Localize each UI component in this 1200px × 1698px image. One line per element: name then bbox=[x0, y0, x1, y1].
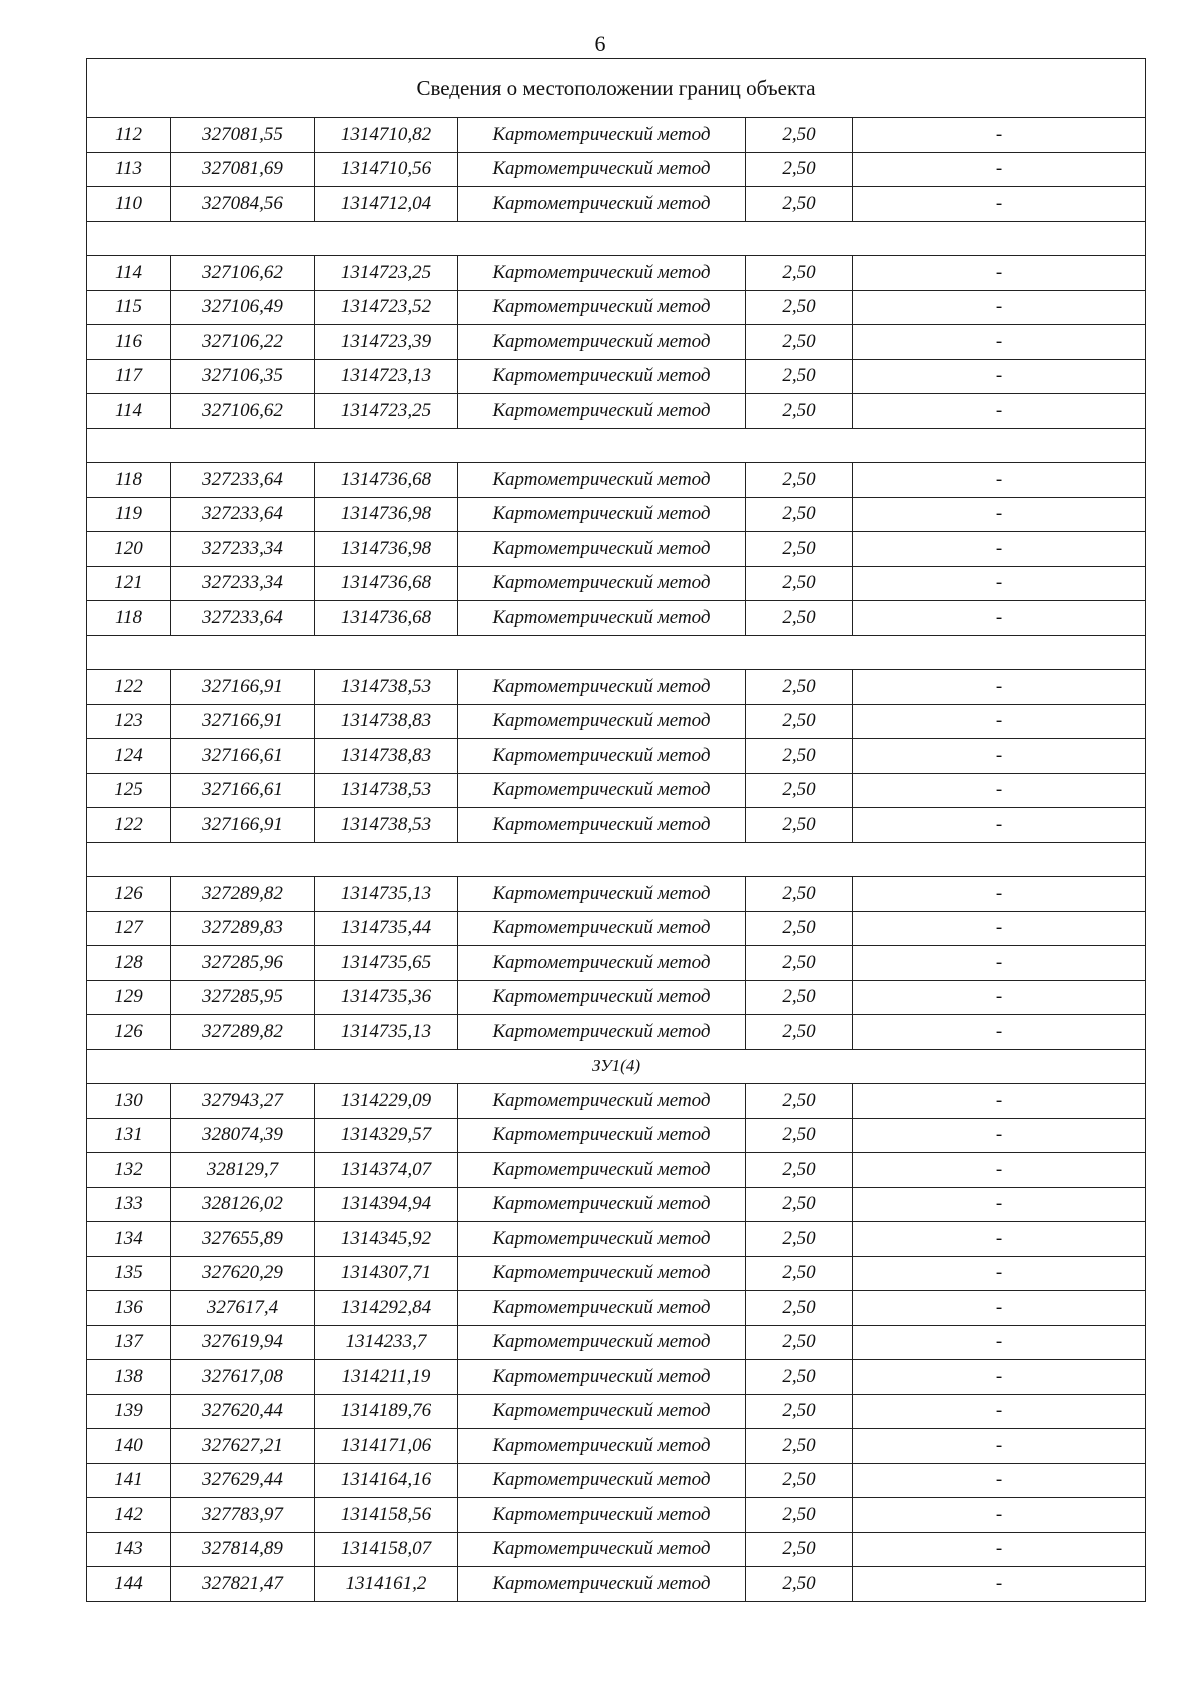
table-row bbox=[87, 359, 1146, 394]
cell-description: - bbox=[853, 325, 1146, 360]
group-label bbox=[87, 842, 1146, 877]
cell-description: - bbox=[853, 704, 1146, 739]
cell-coord-y: 1314710,82 bbox=[315, 118, 458, 153]
table-title-row bbox=[87, 59, 1146, 118]
cell-point-number: 128 bbox=[87, 946, 171, 981]
cell-coord-y: 1314710,56 bbox=[315, 152, 458, 187]
cell-method: Картометрический метод bbox=[458, 773, 746, 808]
cell-description: - bbox=[853, 1463, 1146, 1498]
cell-method: Картометрический метод bbox=[458, 1187, 746, 1222]
cell-method: Картометрический метод bbox=[458, 152, 746, 187]
table-row bbox=[87, 532, 1146, 567]
cell-coord-y: 1314736,68 bbox=[315, 566, 458, 601]
cell-description: - bbox=[853, 1429, 1146, 1464]
cell-accuracy: 2,50 bbox=[746, 911, 853, 946]
cell-point-number: 112 bbox=[87, 118, 171, 153]
table-row bbox=[87, 877, 1146, 912]
table-row bbox=[87, 1187, 1146, 1222]
cell-method: Картометрический метод bbox=[458, 566, 746, 601]
cell-coord-y: 1314735,13 bbox=[315, 877, 458, 912]
cell-description: - bbox=[853, 1567, 1146, 1602]
table-row bbox=[87, 497, 1146, 532]
cell-accuracy: 2,50 bbox=[746, 118, 853, 153]
cell-coord-x: 327084,56 bbox=[171, 187, 315, 222]
table-row bbox=[87, 773, 1146, 808]
cell-description: - bbox=[853, 739, 1146, 774]
cell-description: - bbox=[853, 1187, 1146, 1222]
cell-coord-y: 1314735,65 bbox=[315, 946, 458, 981]
cell-coord-x: 327620,44 bbox=[171, 1394, 315, 1429]
group-label bbox=[87, 635, 1146, 670]
cell-coord-x: 327821,47 bbox=[171, 1567, 315, 1602]
cell-coord-x: 327166,61 bbox=[171, 739, 315, 774]
cell-coord-x: 327655,89 bbox=[171, 1222, 315, 1257]
cell-point-number: 116 bbox=[87, 325, 171, 360]
cell-coord-x: 327233,34 bbox=[171, 532, 315, 567]
group-separator-row bbox=[87, 1049, 1146, 1084]
cell-description: - bbox=[853, 980, 1146, 1015]
cell-coord-x: 327081,55 bbox=[171, 118, 315, 153]
cell-method: Картометрический метод bbox=[458, 601, 746, 636]
cell-point-number: 114 bbox=[87, 394, 171, 429]
cell-point-number: 117 bbox=[87, 359, 171, 394]
cell-description: - bbox=[853, 877, 1146, 912]
cell-description: - bbox=[853, 1256, 1146, 1291]
cell-coord-y: 1314712,04 bbox=[315, 187, 458, 222]
cell-description: - bbox=[853, 1394, 1146, 1429]
cell-method: Картометрический метод bbox=[458, 463, 746, 498]
cell-point-number: 114 bbox=[87, 256, 171, 291]
cell-point-number: 130 bbox=[87, 1084, 171, 1119]
cell-description: - bbox=[853, 1222, 1146, 1257]
cell-coord-x: 328129,7 bbox=[171, 1153, 315, 1188]
cell-method: Картометрический метод bbox=[458, 118, 746, 153]
table-row bbox=[87, 187, 1146, 222]
cell-coord-y: 1314738,83 bbox=[315, 739, 458, 774]
cell-coord-x: 327233,34 bbox=[171, 566, 315, 601]
cell-point-number: 123 bbox=[87, 704, 171, 739]
cell-accuracy: 2,50 bbox=[746, 1394, 853, 1429]
cell-accuracy: 2,50 bbox=[746, 1532, 853, 1567]
cell-coord-x: 328126,02 bbox=[171, 1187, 315, 1222]
cell-description: - bbox=[853, 187, 1146, 222]
cell-method: Картометрический метод bbox=[458, 1429, 746, 1464]
table-row bbox=[87, 1084, 1146, 1119]
cell-coord-x: 327629,44 bbox=[171, 1463, 315, 1498]
cell-method: Картометрический метод bbox=[458, 808, 746, 843]
table-row bbox=[87, 1532, 1146, 1567]
cell-method: Картометрический метод bbox=[458, 1394, 746, 1429]
cell-coord-y: 1314736,68 bbox=[315, 463, 458, 498]
table-row bbox=[87, 1463, 1146, 1498]
cell-coord-y: 1314723,13 bbox=[315, 359, 458, 394]
cell-accuracy: 2,50 bbox=[746, 290, 853, 325]
cell-accuracy: 2,50 bbox=[746, 1222, 853, 1257]
cell-coord-y: 1314735,36 bbox=[315, 980, 458, 1015]
cell-coord-x: 327289,83 bbox=[171, 911, 315, 946]
cell-method: Картометрический метод bbox=[458, 187, 746, 222]
cell-coord-y: 1314161,2 bbox=[315, 1567, 458, 1602]
cell-accuracy: 2,50 bbox=[746, 152, 853, 187]
table-row bbox=[87, 1153, 1146, 1188]
cell-coord-x: 327619,94 bbox=[171, 1325, 315, 1360]
cell-accuracy: 2,50 bbox=[746, 946, 853, 981]
cell-description: - bbox=[853, 808, 1146, 843]
cell-description: - bbox=[853, 394, 1146, 429]
cell-accuracy: 2,50 bbox=[746, 463, 853, 498]
boundary-coordinates-table bbox=[86, 58, 1146, 1602]
cell-point-number: 144 bbox=[87, 1567, 171, 1602]
cell-coord-x: 327943,27 bbox=[171, 1084, 315, 1119]
group-label bbox=[87, 428, 1146, 463]
table-row bbox=[87, 394, 1146, 429]
table-body bbox=[87, 59, 1146, 1602]
table-row bbox=[87, 1567, 1146, 1602]
cell-coord-x: 327783,97 bbox=[171, 1498, 315, 1533]
cell-accuracy: 2,50 bbox=[746, 704, 853, 739]
cell-coord-y: 1314292,84 bbox=[315, 1291, 458, 1326]
cell-accuracy: 2,50 bbox=[746, 808, 853, 843]
cell-description: - bbox=[853, 670, 1146, 705]
cell-method: Картометрический метод bbox=[458, 1153, 746, 1188]
cell-coord-y: 1314394,94 bbox=[315, 1187, 458, 1222]
cell-coord-x: 327233,64 bbox=[171, 601, 315, 636]
cell-point-number: 139 bbox=[87, 1394, 171, 1429]
cell-method: Картометрический метод bbox=[458, 704, 746, 739]
cell-method: Картометрический метод bbox=[458, 1498, 746, 1533]
cell-coord-y: 1314158,07 bbox=[315, 1532, 458, 1567]
cell-coord-x: 327620,29 bbox=[171, 1256, 315, 1291]
cell-accuracy: 2,50 bbox=[746, 325, 853, 360]
cell-coord-y: 1314233,7 bbox=[315, 1325, 458, 1360]
cell-coord-x: 327166,91 bbox=[171, 808, 315, 843]
cell-method: Картометрический метод bbox=[458, 359, 746, 394]
table-row bbox=[87, 325, 1146, 360]
cell-method: Картометрический метод bbox=[458, 670, 746, 705]
cell-accuracy: 2,50 bbox=[746, 359, 853, 394]
cell-accuracy: 2,50 bbox=[746, 1084, 853, 1119]
cell-coord-y: 1314189,76 bbox=[315, 1394, 458, 1429]
cell-accuracy: 2,50 bbox=[746, 1463, 853, 1498]
cell-accuracy: 2,50 bbox=[746, 877, 853, 912]
cell-description: - bbox=[853, 946, 1146, 981]
group-label: ЗУ1(4) bbox=[87, 1049, 1146, 1084]
cell-method: Картометрический метод bbox=[458, 290, 746, 325]
cell-coord-y: 1314736,68 bbox=[315, 601, 458, 636]
cell-point-number: 118 bbox=[87, 601, 171, 636]
cell-coord-y: 1314329,57 bbox=[315, 1118, 458, 1153]
cell-point-number: 120 bbox=[87, 532, 171, 567]
cell-description: - bbox=[853, 497, 1146, 532]
table-row bbox=[87, 1291, 1146, 1326]
cell-description: - bbox=[853, 1325, 1146, 1360]
cell-accuracy: 2,50 bbox=[746, 773, 853, 808]
table-row bbox=[87, 1015, 1146, 1050]
cell-description: - bbox=[853, 532, 1146, 567]
cell-coord-y: 1314229,09 bbox=[315, 1084, 458, 1119]
cell-point-number: 136 bbox=[87, 1291, 171, 1326]
cell-accuracy: 2,50 bbox=[746, 497, 853, 532]
cell-coord-x: 327106,62 bbox=[171, 256, 315, 291]
cell-point-number: 118 bbox=[87, 463, 171, 498]
cell-description: - bbox=[853, 118, 1146, 153]
cell-accuracy: 2,50 bbox=[746, 1360, 853, 1395]
table-row bbox=[87, 1498, 1146, 1533]
cell-accuracy: 2,50 bbox=[746, 1256, 853, 1291]
cell-point-number: 127 bbox=[87, 911, 171, 946]
cell-description: - bbox=[853, 1153, 1146, 1188]
table-row bbox=[87, 1222, 1146, 1257]
cell-description: - bbox=[853, 1498, 1146, 1533]
cell-accuracy: 2,50 bbox=[746, 670, 853, 705]
page-number: 6 bbox=[594, 31, 606, 56]
table-row bbox=[87, 911, 1146, 946]
cell-coord-x: 327166,91 bbox=[171, 704, 315, 739]
cell-method: Картометрический метод bbox=[458, 1360, 746, 1395]
cell-point-number: 141 bbox=[87, 1463, 171, 1498]
table-row bbox=[87, 118, 1146, 153]
cell-method: Картометрический метод bbox=[458, 1291, 746, 1326]
cell-accuracy: 2,50 bbox=[746, 566, 853, 601]
cell-description: - bbox=[853, 566, 1146, 601]
cell-coord-x: 327106,49 bbox=[171, 290, 315, 325]
cell-point-number: 121 bbox=[87, 566, 171, 601]
cell-method: Картометрический метод bbox=[458, 946, 746, 981]
cell-description: - bbox=[853, 256, 1146, 291]
cell-method: Картометрический метод bbox=[458, 532, 746, 567]
cell-accuracy: 2,50 bbox=[746, 739, 853, 774]
table-row bbox=[87, 566, 1146, 601]
cell-method: Картометрический метод bbox=[458, 1463, 746, 1498]
cell-point-number: 113 bbox=[87, 152, 171, 187]
cell-point-number: 110 bbox=[87, 187, 171, 222]
cell-coord-y: 1314738,83 bbox=[315, 704, 458, 739]
cell-method: Картометрический метод bbox=[458, 1256, 746, 1291]
cell-method: Картометрический метод bbox=[458, 1118, 746, 1153]
cell-point-number: 125 bbox=[87, 773, 171, 808]
cell-coord-y: 1314738,53 bbox=[315, 773, 458, 808]
cell-description: - bbox=[853, 152, 1146, 187]
cell-coord-y: 1314735,13 bbox=[315, 1015, 458, 1050]
cell-method: Картометрический метод bbox=[458, 1325, 746, 1360]
cell-description: - bbox=[853, 1084, 1146, 1119]
cell-coord-y: 1314723,52 bbox=[315, 290, 458, 325]
cell-coord-x: 327166,61 bbox=[171, 773, 315, 808]
cell-accuracy: 2,50 bbox=[746, 187, 853, 222]
table-row bbox=[87, 1360, 1146, 1395]
cell-coord-x: 328074,39 bbox=[171, 1118, 315, 1153]
cell-description: - bbox=[853, 359, 1146, 394]
cell-coord-y: 1314736,98 bbox=[315, 497, 458, 532]
table-row bbox=[87, 601, 1146, 636]
cell-method: Картометрический метод bbox=[458, 256, 746, 291]
cell-coord-x: 327233,64 bbox=[171, 497, 315, 532]
cell-coord-y: 1314211,19 bbox=[315, 1360, 458, 1395]
cell-method: Картометрический метод bbox=[458, 1084, 746, 1119]
cell-coord-y: 1314735,44 bbox=[315, 911, 458, 946]
table-row bbox=[87, 739, 1146, 774]
cell-accuracy: 2,50 bbox=[746, 1118, 853, 1153]
table-row bbox=[87, 1394, 1146, 1429]
group-separator-row bbox=[87, 428, 1146, 463]
cell-method: Картометрический метод bbox=[458, 980, 746, 1015]
cell-coord-x: 327106,35 bbox=[171, 359, 315, 394]
cell-accuracy: 2,50 bbox=[746, 394, 853, 429]
cell-coord-x: 327617,4 bbox=[171, 1291, 315, 1326]
cell-point-number: 137 bbox=[87, 1325, 171, 1360]
cell-coord-x: 327233,64 bbox=[171, 463, 315, 498]
cell-point-number: 126 bbox=[87, 877, 171, 912]
cell-coord-y: 1314723,25 bbox=[315, 256, 458, 291]
cell-coord-y: 1314307,71 bbox=[315, 1256, 458, 1291]
cell-point-number: 122 bbox=[87, 808, 171, 843]
cell-accuracy: 2,50 bbox=[746, 1325, 853, 1360]
group-separator-row bbox=[87, 842, 1146, 877]
cell-description: - bbox=[853, 1360, 1146, 1395]
cell-accuracy: 2,50 bbox=[746, 601, 853, 636]
cell-point-number: 124 bbox=[87, 739, 171, 774]
cell-accuracy: 2,50 bbox=[746, 532, 853, 567]
cell-method: Картометрический метод bbox=[458, 1222, 746, 1257]
cell-accuracy: 2,50 bbox=[746, 1153, 853, 1188]
cell-coord-y: 1314374,07 bbox=[315, 1153, 458, 1188]
cell-coord-x: 327106,22 bbox=[171, 325, 315, 360]
cell-coord-x: 327814,89 bbox=[171, 1532, 315, 1567]
cell-description: - bbox=[853, 1015, 1146, 1050]
cell-accuracy: 2,50 bbox=[746, 256, 853, 291]
cell-coord-y: 1314723,25 bbox=[315, 394, 458, 429]
group-label bbox=[87, 221, 1146, 256]
cell-point-number: 142 bbox=[87, 1498, 171, 1533]
cell-point-number: 143 bbox=[87, 1532, 171, 1567]
cell-description: - bbox=[853, 911, 1146, 946]
cell-coord-y: 1314171,06 bbox=[315, 1429, 458, 1464]
table-row bbox=[87, 1325, 1146, 1360]
cell-coord-x: 327289,82 bbox=[171, 1015, 315, 1050]
cell-coord-y: 1314723,39 bbox=[315, 325, 458, 360]
cell-accuracy: 2,50 bbox=[746, 1015, 853, 1050]
cell-point-number: 138 bbox=[87, 1360, 171, 1395]
cell-method: Картометрический метод bbox=[458, 1015, 746, 1050]
group-separator-row bbox=[87, 221, 1146, 256]
table-row bbox=[87, 463, 1146, 498]
cell-coord-x: 327627,21 bbox=[171, 1429, 315, 1464]
cell-point-number: 129 bbox=[87, 980, 171, 1015]
cell-coord-y: 1314158,56 bbox=[315, 1498, 458, 1533]
table-row bbox=[87, 1429, 1146, 1464]
cell-point-number: 131 bbox=[87, 1118, 171, 1153]
cell-accuracy: 2,50 bbox=[746, 1567, 853, 1602]
cell-coord-x: 327617,08 bbox=[171, 1360, 315, 1395]
cell-coord-x: 327166,91 bbox=[171, 670, 315, 705]
table-row bbox=[87, 946, 1146, 981]
table-row bbox=[87, 704, 1146, 739]
cell-accuracy: 2,50 bbox=[746, 980, 853, 1015]
cell-point-number: 133 bbox=[87, 1187, 171, 1222]
cell-point-number: 122 bbox=[87, 670, 171, 705]
group-separator-row bbox=[87, 635, 1146, 670]
cell-description: - bbox=[853, 290, 1146, 325]
cell-coord-y: 1314345,92 bbox=[315, 1222, 458, 1257]
cell-description: - bbox=[853, 773, 1146, 808]
cell-description: - bbox=[853, 463, 1146, 498]
cell-accuracy: 2,50 bbox=[746, 1498, 853, 1533]
table-row bbox=[87, 256, 1146, 291]
cell-coord-y: 1314738,53 bbox=[315, 808, 458, 843]
cell-coord-y: 1314738,53 bbox=[315, 670, 458, 705]
table-row bbox=[87, 670, 1146, 705]
cell-point-number: 134 bbox=[87, 1222, 171, 1257]
cell-coord-y: 1314736,98 bbox=[315, 532, 458, 567]
cell-coord-x: 327285,96 bbox=[171, 946, 315, 981]
cell-point-number: 126 bbox=[87, 1015, 171, 1050]
cell-point-number: 115 bbox=[87, 290, 171, 325]
cell-description: - bbox=[853, 1291, 1146, 1326]
table-row bbox=[87, 152, 1146, 187]
cell-method: Картометрический метод bbox=[458, 911, 746, 946]
cell-description: - bbox=[853, 601, 1146, 636]
cell-coord-x: 327285,95 bbox=[171, 980, 315, 1015]
cell-method: Картометрический метод bbox=[458, 394, 746, 429]
table-row bbox=[87, 980, 1146, 1015]
cell-method: Картометрический метод bbox=[458, 1567, 746, 1602]
cell-accuracy: 2,50 bbox=[746, 1429, 853, 1464]
cell-point-number: 135 bbox=[87, 1256, 171, 1291]
table-row bbox=[87, 1118, 1146, 1153]
cell-point-number: 119 bbox=[87, 497, 171, 532]
cell-accuracy: 2,50 bbox=[746, 1291, 853, 1326]
cell-description: - bbox=[853, 1532, 1146, 1567]
cell-description: - bbox=[853, 1118, 1146, 1153]
table-row bbox=[87, 290, 1146, 325]
cell-method: Картометрический метод bbox=[458, 739, 746, 774]
cell-method: Картометрический метод bbox=[458, 497, 746, 532]
cell-coord-x: 327289,82 bbox=[171, 877, 315, 912]
cell-coord-x: 327081,69 bbox=[171, 152, 315, 187]
cell-coord-y: 1314164,16 bbox=[315, 1463, 458, 1498]
cell-coord-x: 327106,62 bbox=[171, 394, 315, 429]
table-row bbox=[87, 808, 1146, 843]
table-title: Сведения о местоположении границ объекта bbox=[87, 59, 1146, 118]
cell-point-number: 140 bbox=[87, 1429, 171, 1464]
cell-accuracy: 2,50 bbox=[746, 1187, 853, 1222]
cell-method: Картометрический метод bbox=[458, 325, 746, 360]
cell-point-number: 132 bbox=[87, 1153, 171, 1188]
table-row bbox=[87, 1256, 1146, 1291]
cell-method: Картометрический метод bbox=[458, 1532, 746, 1567]
cell-method: Картометрический метод bbox=[458, 877, 746, 912]
